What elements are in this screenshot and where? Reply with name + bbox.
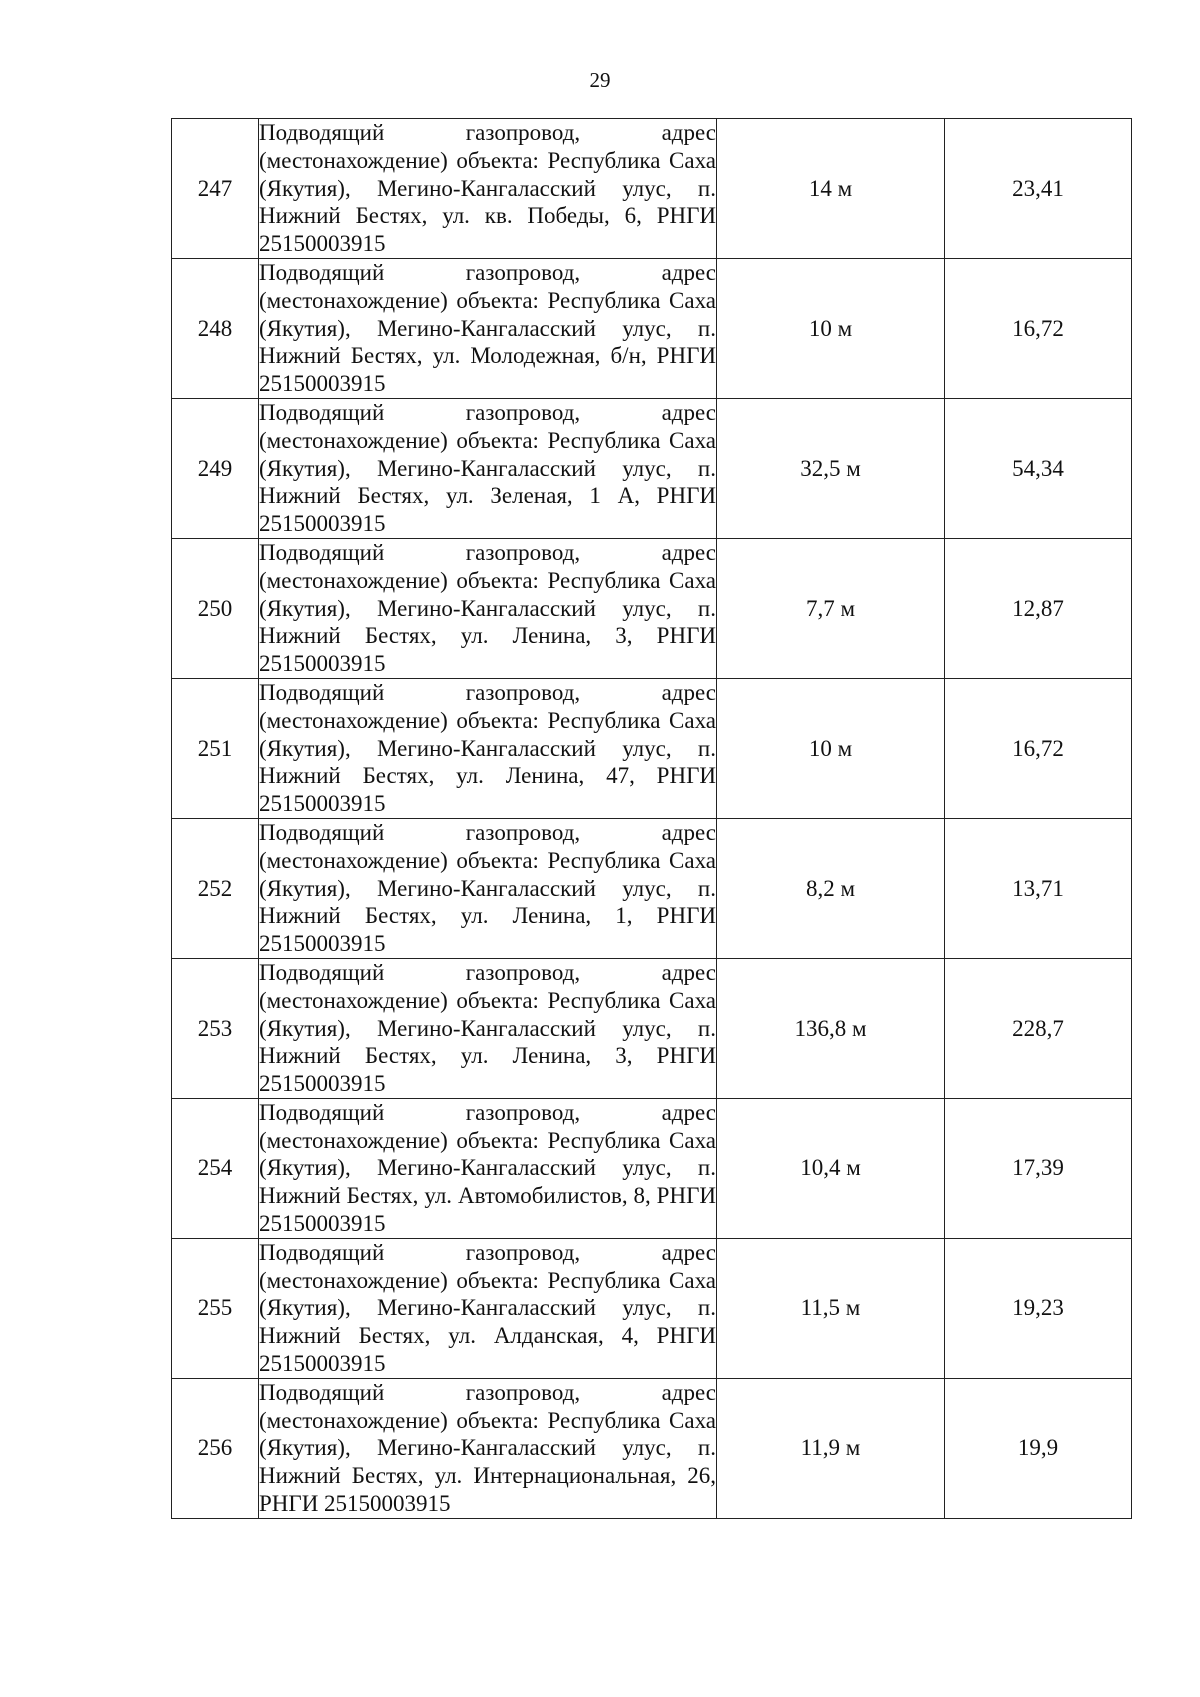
table-row [172,538,1132,678]
row-number: 256 [172,1378,259,1518]
row-number: 249 [172,398,259,538]
object-value: 19,23 [945,1238,1132,1378]
object-description: Подводящий газопровод, адрес (местонахождение) объекта: Республика Саха (Якутия), Мегино-Кангаласский улус, п. Нижний Бестях, ул. Ленина, 3, РНГИ 25150003915 [259,538,717,678]
page-number: 29 [589,68,611,92]
object-length: 10 м [717,678,945,818]
object-length: 10 м [717,258,945,398]
object-description: Подводящий газопровод, адрес (местонахождение) объекта: Республика Саха (Якутия), Мегино-Кангаласский улус, п. Нижний Бестях, ул. Автомобилистов, 8, РНГИ 25150003915 [259,1098,717,1238]
row-number: 248 [172,258,259,398]
object-description: Подводящий газопровод, адрес (местонахождение) объекта: Республика Саха (Якутия), Мегино-Кангаласский улус, п. Нижний Бестях, ул. Зеленая, 1 А, РНГИ 25150003915 [259,398,717,538]
object-description: Подводящий газопровод, адрес (местонахождение) объекта: Республика Саха (Якутия), Мегино-Кангаласский улус, п. Нижний Бестях, ул. Молодежная, б/н, РНГИ 25150003915 [259,258,717,398]
table-row [172,1238,1132,1378]
row-number: 253 [172,958,259,1098]
object-value: 19,9 [945,1378,1132,1518]
table-row [172,818,1132,958]
object-length: 136,8 м [717,958,945,1098]
table-row [172,1378,1132,1518]
row-number: 252 [172,818,259,958]
object-value: 17,39 [945,1098,1132,1238]
registry-table [171,118,1132,1519]
row-number: 247 [172,119,259,259]
object-value: 23,41 [945,119,1132,259]
object-value: 228,7 [945,958,1132,1098]
object-length: 14 м [717,119,945,259]
object-value: 16,72 [945,678,1132,818]
table-row [172,398,1132,538]
object-length: 10,4 м [717,1098,945,1238]
object-value: 16,72 [945,258,1132,398]
row-number: 251 [172,678,259,818]
table-row [172,1098,1132,1238]
object-length: 8,2 м [717,818,945,958]
row-number: 254 [172,1098,259,1238]
object-length: 11,9 м [717,1378,945,1518]
object-value: 54,34 [945,398,1132,538]
object-description: Подводящий газопровод, адрес (местонахождение) объекта: Республика Саха (Якутия), Мегино-Кангаласский улус, п. Нижний Бестях, ул. Интернациональная, 26, РНГИ 25150003915 [259,1378,717,1518]
object-description: Подводящий газопровод, адрес (местонахождение) объекта: Республика Саха (Якутия), Мегино-Кангаласский улус, п. Нижний Бестях, ул. Ленина, 3, РНГИ 25150003915 [259,958,717,1098]
table-row [172,958,1132,1098]
object-description: Подводящий газопровод, адрес (местонахождение) объекта: Республика Саха (Якутия), Мегино-Кангаласский улус, п. Нижний Бестях, ул. кв. Победы, 6, РНГИ 25150003915 [259,119,717,259]
object-length: 32,5 м [717,398,945,538]
object-length: 11,5 м [717,1238,945,1378]
object-description: Подводящий газопровод, адрес (местонахождение) объекта: Республика Саха (Якутия), Мегино-Кангаласский улус, п. Нижний Бестях, ул. Ленина, 1, РНГИ 25150003915 [259,818,717,958]
registry-table-body [172,119,1132,1519]
row-number: 250 [172,538,259,678]
object-value: 12,87 [945,538,1132,678]
table-row [172,678,1132,818]
row-number: 255 [172,1238,259,1378]
object-description: Подводящий газопровод, адрес (местонахождение) объекта: Республика Саха (Якутия), Мегино-Кангаласский улус, п. Нижний Бестях, ул. Алданская, 4, РНГИ 25150003915 [259,1238,717,1378]
table-row [172,258,1132,398]
object-value: 13,71 [945,818,1132,958]
object-description: Подводящий газопровод, адрес (местонахождение) объекта: Республика Саха (Якутия), Мегино-Кангаласский улус, п. Нижний Бестях, ул. Ленина, 47, РНГИ 25150003915 [259,678,717,818]
table-row [172,119,1132,259]
object-length: 7,7 м [717,538,945,678]
